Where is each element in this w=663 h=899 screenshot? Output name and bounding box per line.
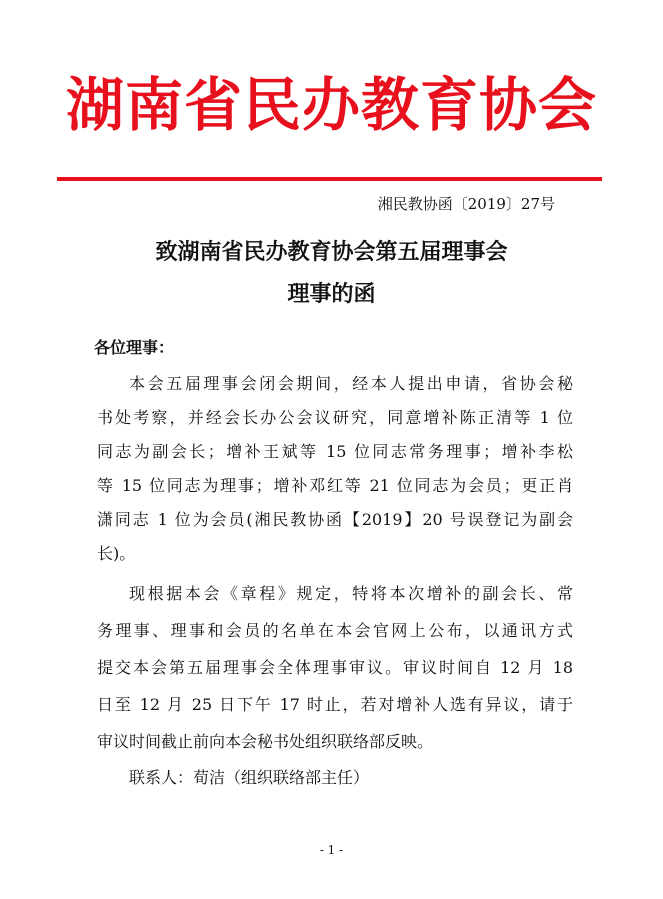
paragraph-line: 审议时间截止前向本会秘书处组织联络部反映。: [97, 732, 434, 751]
document-number: 湘民教协函〔2019〕27号: [377, 195, 555, 213]
paragraph-line: 长)。: [97, 544, 136, 563]
document-title-line-2: 理事的函: [287, 282, 376, 307]
paragraph-line: 提交本会第五届理事会全体理事审议。审议时间自 12 月 18: [97, 658, 573, 677]
paragraph-line: 潇同志 1 位为会员(湘民教协函【2019】20 号误登记为副会: [97, 510, 573, 529]
contact-person: 联系人：荀洁（组织联络部主任）: [129, 768, 370, 787]
salutation: 各位理事：: [94, 338, 175, 357]
paragraph-line: 书处考察，并经会长办公会议研究，同意增补陈正清等 1 位: [97, 408, 573, 427]
page-number: - 1 -: [319, 843, 344, 857]
paragraph-line: 务理事、理事和会员的名单在本会官网上公布，以通讯方式: [97, 621, 573, 640]
paragraph-line: 日至 12 月 25 日下午 17 时止，若对增补人选有异议，请于: [97, 695, 573, 714]
letterhead-org-name: 湖南省民办教育协会: [65, 71, 597, 139]
paragraph-line: 同志为副会长；增补王斌等 15 位同志常务理事；增补李松: [97, 442, 573, 461]
paragraph-line: 现根据本会《章程》规定，特将本次增补的副会长、常: [129, 584, 573, 603]
paragraph-line: 等 15 位同志为理事；增补邓红等 21 位同志为会员；更正肖: [97, 476, 573, 495]
document-title-line-1: 致湖南省民办教育协会第五届理事会: [155, 240, 508, 265]
letterhead-red-rule: [57, 177, 602, 181]
paragraph-line: 本会五届理事会闭会期间，经本人提出申请，省协会秘: [129, 374, 573, 393]
